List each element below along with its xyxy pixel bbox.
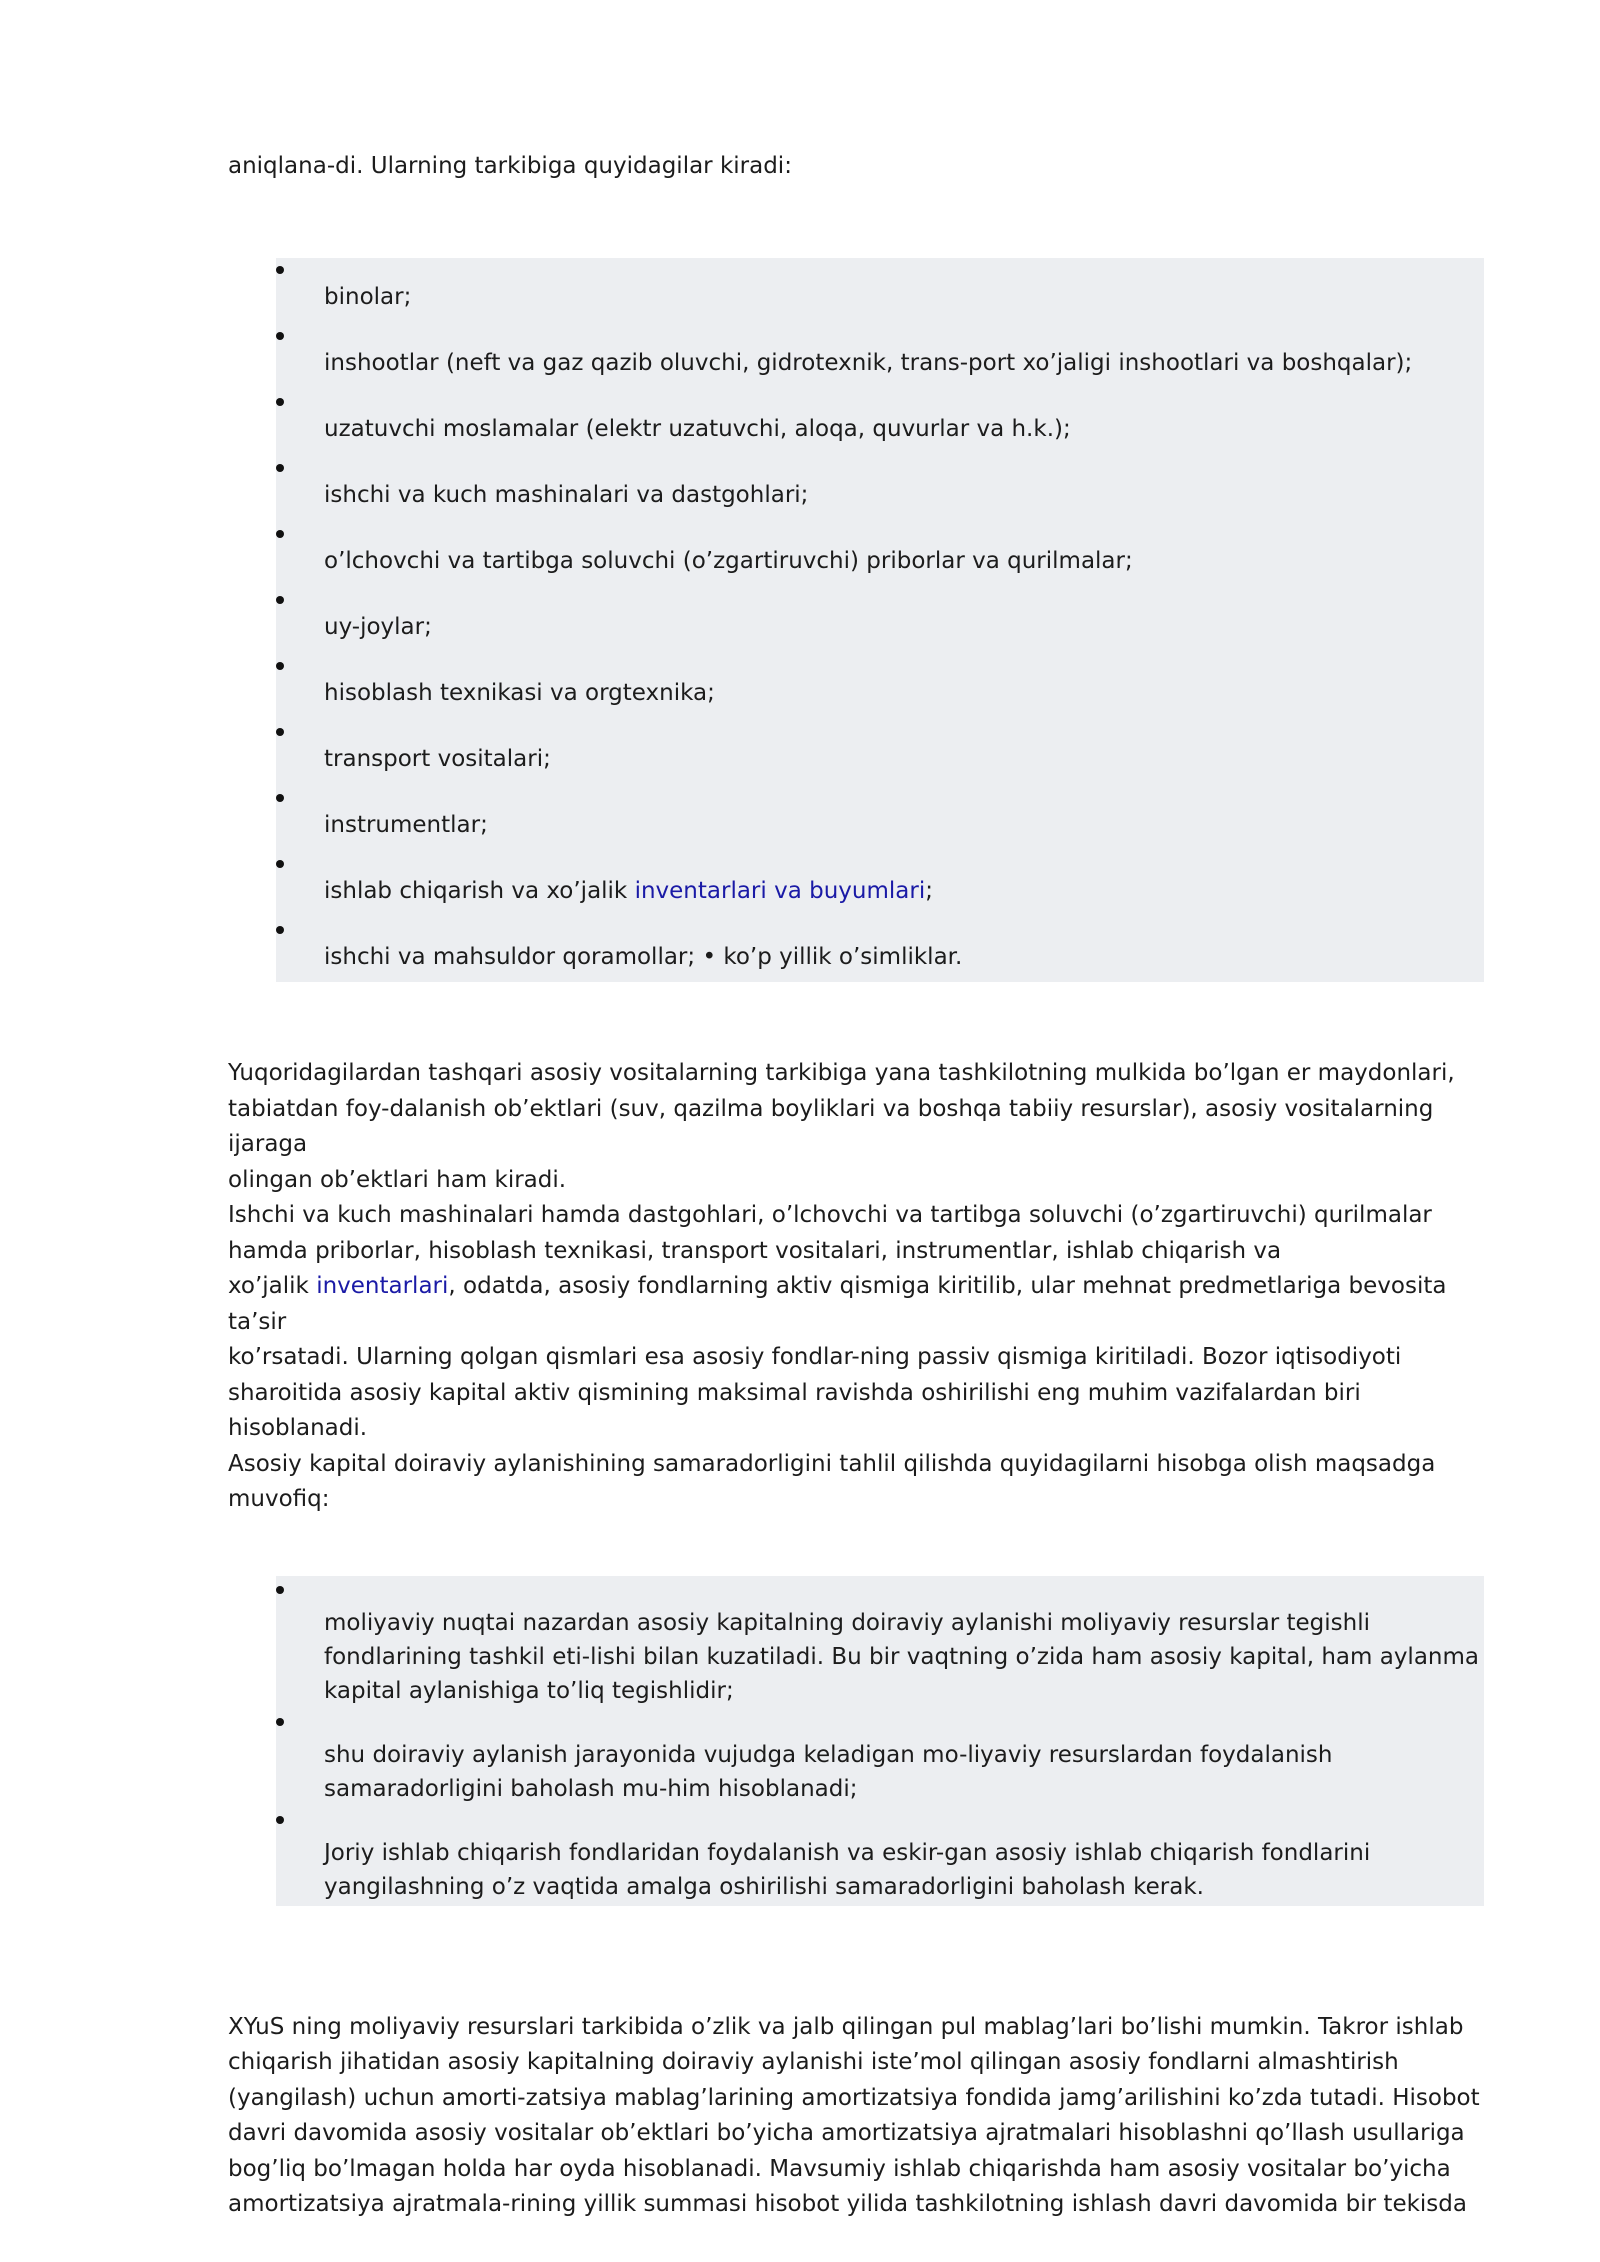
list-item-text: transport vositalari; bbox=[324, 746, 551, 772]
paragraph-line: XYuS ning moliyaviy resurslari tarkibida o’zlik va jalb qilingan pul mablag’lari bo’lishi mumkin. Takror ishlab bbox=[228, 2013, 1464, 2040]
paragraph-line: hamda priborlar, hisoblash texnikasi, transport vositalari, instrumentlar, ishlab chiqarish va bbox=[228, 1237, 1282, 1264]
final-paragraph-block bbox=[228, 2010, 1484, 2223]
paragraph-line: muvofiq: bbox=[228, 1486, 330, 1512]
paragraph-line: bog’liq bo’lmagan holda har oyda hisoblanadi. Mavsumiy ishlab chiqarishda ham asosiy vositalar bo’yicha bbox=[228, 2155, 1451, 2182]
list-item-text bbox=[324, 1576, 1484, 1708]
bullet-icon bbox=[276, 596, 284, 604]
list-item bbox=[276, 588, 1484, 654]
list-item-text: inshootlar (neft va gaz qazib oluvchi, gidrotexnik, trans-port xo’jaligi inshootlari va boshqalar); bbox=[324, 350, 1413, 376]
list-item-text-suffix: ; bbox=[925, 878, 933, 904]
list-item-line: fondlarining tashkil eti-lishi bilan kuzatiladi. Bu bir vaqtning o’zida ham asosiy kapital, ham aylanma bbox=[324, 1643, 1479, 1670]
list-item-line: Joriy ishlab chiqarish fondlaridan foydalanish va eskir-gan asosiy ishlab chiqarish fondlarini bbox=[324, 1839, 1371, 1866]
paragraph-line: Yuqoridagilardan tashqari asosiy vositalarning tarkibiga yana tashkilotning mulkida bo’lgan er maydonlari, bbox=[228, 1060, 1455, 1086]
bullet-icon bbox=[276, 398, 284, 406]
inventory-link[interactable]: inventarlari va buyumlari bbox=[634, 878, 926, 904]
list-item-line: shu doiraviy aylanish jarayonida vujudga keladigan mo-liyaviy resurslardan foydalanish bbox=[324, 1741, 1333, 1768]
bullet-icon bbox=[276, 1586, 284, 1594]
list-item-line: moliyaviy nuqtai nazardan asosiy kapitalning doiraviy aylanishi moliyaviy resurslar tegishli bbox=[324, 1609, 1371, 1636]
list-item bbox=[276, 720, 1484, 786]
paragraph-line: , odatda, asosiy fondlarning aktiv qismiga kiritilib, ular mehnat predmetlariga bevosita ta’sir bbox=[228, 1273, 1447, 1335]
paragraph-line: (yangilash) uchun amorti-zatsiya mablag’larining amortizatsiya fondida jamg’arilishini ko’zda tutadi. Hisobot bbox=[228, 2084, 1480, 2111]
list-item bbox=[276, 852, 1484, 918]
list-item bbox=[276, 654, 1484, 720]
paragraph-line: davri davomida asosiy vositalar ob’ektlari bo’yicha amortizatsiya ajratmalari hisoblashni qo’llash usullariga bbox=[228, 2120, 1465, 2146]
paragraph-line: amortizatsiya ajratmala-rining yillik summasi hisobot yilida tashkilotning ishlash davri davomida bir tekisda bbox=[228, 2191, 1467, 2217]
paragraph-line: olingan ob’ektlari ham kiradi. bbox=[228, 1166, 567, 1193]
bullet-icon bbox=[276, 926, 284, 934]
paragraph-1 bbox=[228, 1056, 1484, 1198]
paragraph-line: ko’rsatadi. Ularning qolgan qismlari esa asosiy fondlar-ning passiv qismiga kiritiladi. Bozor iqtisodiyoti bbox=[228, 1344, 1402, 1370]
paragraph-line: Asosiy kapital doiraviy aylanishining samaradorligini tahlil qilishda quyidagilarni hisobga olish maqsadga bbox=[228, 1450, 1436, 1477]
paragraph-line: tabiatdan foy-dalanish ob’ektlari (suv, qazilma boyliklari va boshqa tabiiy resurslar), asosiy vositalarning ijaraga bbox=[228, 1095, 1434, 1157]
list-item-text: ishchi va mahsuldor qoramollar; • ko’p yillik o’simliklar. bbox=[324, 944, 963, 970]
list-item-line: samaradorligini baholash mu-him hisoblanadi; bbox=[324, 1775, 858, 1802]
bullet-icon bbox=[276, 662, 284, 670]
asset-types-list bbox=[276, 258, 1484, 984]
list-item bbox=[276, 1806, 1484, 1904]
bullet-icon bbox=[276, 794, 284, 802]
document-page bbox=[228, 148, 1484, 2223]
list-item-text: ishchi va kuch mashinalari va dastgohlari; bbox=[324, 482, 809, 508]
list-item-text bbox=[324, 1708, 1484, 1806]
list-item bbox=[276, 522, 1484, 588]
list-item bbox=[276, 786, 1484, 852]
list-item-line: yangilashning o’z vaqtida amalga oshirilishi samaradorligini baholash kerak. bbox=[324, 1873, 1204, 1900]
bullet-icon bbox=[276, 464, 284, 472]
paragraph-line: chiqarish jihatidan asosiy kapitalning doiraviy aylanishi iste’mol qilingan asosiy fondlarni almashtirish bbox=[228, 2049, 1399, 2075]
intro-line: aniqlana-di. Ularning tarkibiga quyidagilar kiradi: bbox=[228, 153, 792, 179]
list-item bbox=[276, 324, 1484, 390]
bullet-icon bbox=[276, 332, 284, 340]
asset-types-list-block bbox=[276, 258, 1484, 982]
paragraph-line: sharoitida asosiy kapital aktiv qismining maksimal ravishda oshirilishi eng muhim vazifalardan biri hisoblanadi. bbox=[228, 1379, 1361, 1441]
list-item bbox=[276, 1708, 1484, 1806]
analysis-points-list-block bbox=[276, 1576, 1484, 1906]
list-item-line: kapital aylanishiga to’liq tegishlidir; bbox=[324, 1677, 734, 1704]
list-item-text-prefix: ishlab chiqarish va xo’jalik bbox=[324, 878, 635, 904]
paragraph-3 bbox=[228, 2010, 1484, 2223]
paragraph-line: xo’jalik bbox=[228, 1273, 317, 1299]
list-item-text: o’lchovchi va tartibga soluvchi (o’zgartiruvchi) priborlar va qurilmalar; bbox=[324, 548, 1133, 574]
list-item-text: uzatuvchi moslamalar (elektr uzatuvchi, aloqa, quvurlar va h.k.); bbox=[324, 416, 1071, 442]
bullet-icon bbox=[276, 1816, 284, 1824]
bullet-icon bbox=[276, 728, 284, 736]
paragraph-2 bbox=[228, 1198, 1484, 1518]
list-item-text: binolar; bbox=[324, 284, 412, 310]
list-item bbox=[276, 1576, 1484, 1708]
list-item bbox=[276, 918, 1484, 984]
bullet-icon bbox=[276, 860, 284, 868]
list-item-text bbox=[324, 852, 1484, 908]
inventory-link[interactable]: inventarlari bbox=[316, 1273, 449, 1299]
analysis-points-list bbox=[276, 1576, 1484, 1904]
list-item bbox=[276, 258, 1484, 324]
bullet-icon bbox=[276, 266, 284, 274]
list-item-text: hisoblash texnikasi va orgtexnika; bbox=[324, 680, 715, 706]
body-paragraphs bbox=[228, 1056, 1484, 1518]
paragraph-line: Ishchi va kuch mashinalari hamda dastgohlari, o’lchovchi va tartibga soluvchi (o’zgartiruvchi) qurilmalar bbox=[228, 1202, 1432, 1228]
bullet-icon bbox=[276, 530, 284, 538]
list-item bbox=[276, 456, 1484, 522]
bullet-icon bbox=[276, 1718, 284, 1726]
list-item bbox=[276, 390, 1484, 456]
list-item-text bbox=[324, 1806, 1484, 1904]
list-item-text: instrumentlar; bbox=[324, 812, 488, 838]
list-item-text: uy-joylar; bbox=[324, 614, 432, 640]
